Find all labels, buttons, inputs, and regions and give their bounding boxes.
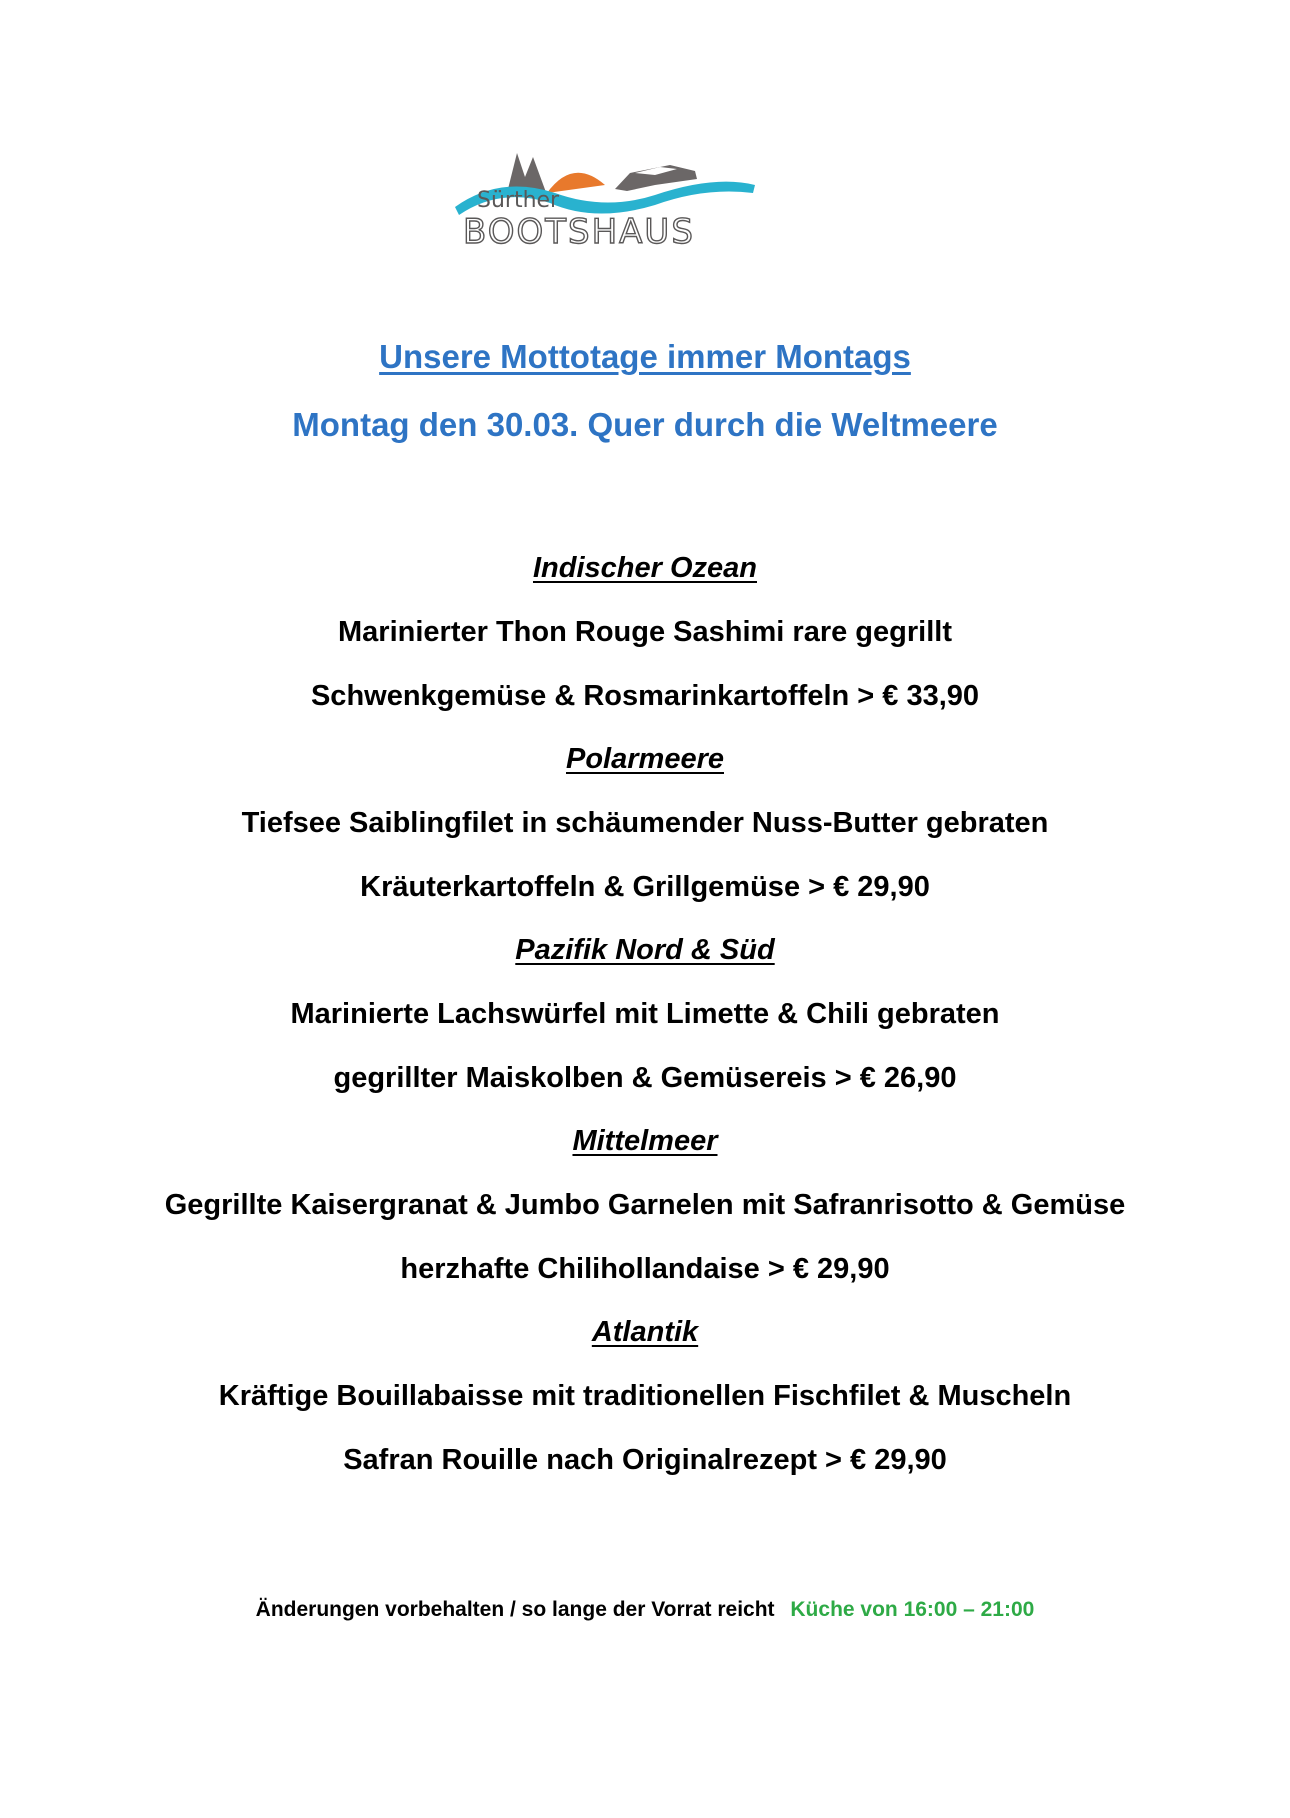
menu-section-polarmeere [0, 728, 1290, 919]
section-title: Indischer Ozean [532, 552, 757, 584]
footer-note: Änderungen vorbehalten / so lange der Vorrat reicht [255, 1598, 775, 1621]
menu-list [0, 537, 1290, 1492]
dish-sides-price: herzhafte Chilihollandaise > € 29,90 [400, 1253, 890, 1285]
page-subtitle: Montag den 30.03. Quer durch die Weltmeere [292, 406, 998, 443]
footer [0, 1598, 1290, 1622]
dish-description: Marinierter Thon Rouge Sashimi rare gegrillt [338, 616, 952, 648]
dish-description: Marinierte Lachswürfel mit Limette & Chili gebraten [290, 998, 1000, 1030]
menu-section-atlantik [0, 1301, 1290, 1492]
logo-small-text: Sürther [477, 188, 560, 213]
section-title: Pazifik Nord & Süd [515, 934, 775, 966]
dish-sides-price: Kräuterkartoffeln & Grillgemüse > € 29,90 [360, 871, 930, 903]
dish-description: Gegrillte Kaisergranat & Jumbo Garnelen mit Safranrisotto & Gemüse [164, 1189, 1126, 1221]
menu-section-mittelmeer [0, 1110, 1290, 1301]
bootshaus-logo [455, 145, 810, 275]
dish-description: Tiefsee Saiblingfilet in schäumender Nuss-Butter gebraten [241, 807, 1049, 839]
menu-section-pazifik [0, 919, 1290, 1110]
dish-description: Kräftige Bouillabaisse mit traditionellen Fischfilet & Muscheln [218, 1380, 1072, 1412]
menu-section-indischer-ozean [0, 537, 1290, 728]
page-title[interactable]: Unsere Mottotage immer Montags [379, 338, 911, 375]
section-title: Polarmeere [566, 743, 724, 775]
kitchen-hours: Küche von 16:00 – 21:00 [790, 1598, 1035, 1621]
logo-big-text: BOOTSHAUS [463, 212, 695, 252]
dish-sides-price: Safran Rouille nach Originalrezept > € 29,90 [343, 1444, 947, 1476]
dish-sides-price: gegrillter Maiskolben & Gemüsereis > € 26,90 [333, 1062, 957, 1094]
section-title: Atlantik [591, 1316, 699, 1348]
section-title: Mittelmeer [572, 1125, 718, 1157]
dish-sides-price: Schwenkgemüse & Rosmarinkartoffeln > € 33,90 [310, 680, 980, 712]
logo-graphic [455, 145, 810, 275]
